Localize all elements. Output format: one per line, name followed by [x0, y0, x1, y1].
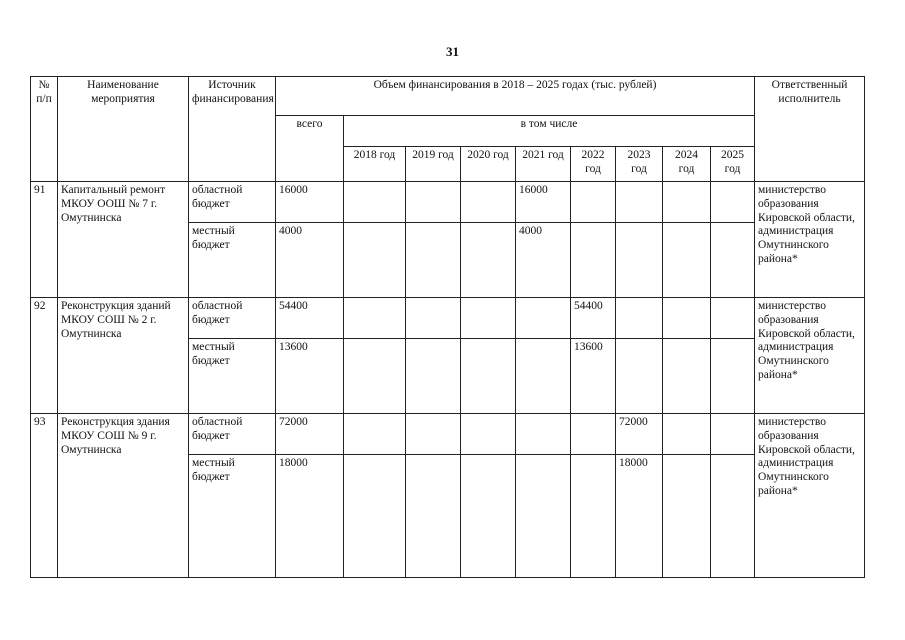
year-cell: [616, 223, 663, 298]
header-year: 2018 год: [344, 147, 406, 182]
year-cell: [616, 298, 663, 339]
header-year: 2024 год: [663, 147, 711, 182]
header-year: 2025 год: [711, 147, 755, 182]
year-cell: [406, 339, 461, 414]
total-cell: 54400: [276, 298, 344, 339]
year-cell: [663, 455, 711, 578]
year-cell: [663, 298, 711, 339]
header-including: в том числе: [344, 116, 755, 147]
header-source: Источник финансирования: [189, 77, 276, 182]
year-cell: 18000: [616, 455, 663, 578]
source-label: областной бюджет: [189, 298, 276, 339]
year-cell: [461, 414, 516, 455]
table-row: [31, 182, 865, 223]
year-cell: 13600: [571, 339, 616, 414]
total-cell: 13600: [276, 339, 344, 414]
executor-cell: министерство образования Кировской области, администрация Омутнинского района*: [755, 298, 865, 414]
header-name: Наименование мероприятия: [58, 77, 189, 182]
year-cell: [711, 414, 755, 455]
header-num: № п/п: [31, 77, 58, 182]
year-cell: 54400: [571, 298, 616, 339]
source-label: местный бюджет: [189, 223, 276, 298]
year-cell: [344, 414, 406, 455]
total-cell: 4000: [276, 223, 344, 298]
year-cell: [571, 414, 616, 455]
year-cell: [344, 339, 406, 414]
year-cell: [461, 339, 516, 414]
header-year: 2021 год: [516, 147, 571, 182]
header-total: всего: [276, 116, 344, 182]
executor-cell: министерство образования Кировской области, администрация Омутнинского района*: [755, 414, 865, 578]
table-row: [31, 298, 865, 339]
page-number: 31: [446, 44, 459, 59]
year-cell: [406, 414, 461, 455]
year-cell: [516, 414, 571, 455]
year-cell: [344, 223, 406, 298]
year-cell: [516, 455, 571, 578]
year-cell: [663, 223, 711, 298]
executor-cell: министерство образования Кировской области, администрация Омутнинского района*: [755, 182, 865, 298]
year-cell: [616, 182, 663, 223]
year-cell: [406, 298, 461, 339]
source-label: местный бюджет: [189, 339, 276, 414]
header-year: 2020 год: [461, 147, 516, 182]
total-cell: 18000: [276, 455, 344, 578]
year-cell: [571, 223, 616, 298]
year-cell: [461, 298, 516, 339]
year-cell: [711, 339, 755, 414]
header-year: 2022 год: [571, 147, 616, 182]
year-cell: [344, 455, 406, 578]
year-cell: [344, 182, 406, 223]
activity-name: Реконструкция здания МКОУ СОШ № 9 г. Омутнинска: [58, 414, 189, 578]
activity-name: Реконструкция зданий МКОУ СОШ № 2 г. Омутнинска: [58, 298, 189, 414]
year-cell: [711, 182, 755, 223]
year-cell: 4000: [516, 223, 571, 298]
row-number: 91: [31, 182, 58, 298]
year-cell: [516, 339, 571, 414]
activity-name: Капитальный ремонт МКОУ ООШ № 7 г. Омутнинска: [58, 182, 189, 298]
total-cell: 72000: [276, 414, 344, 455]
header-year: 2023 год: [616, 147, 663, 182]
year-cell: [571, 182, 616, 223]
year-cell: 72000: [616, 414, 663, 455]
year-cell: [406, 455, 461, 578]
source-label: областной бюджет: [189, 182, 276, 223]
header-executor: Ответственный исполнитель: [755, 77, 865, 182]
header-year: 2019 год: [406, 147, 461, 182]
source-label: областной бюджет: [189, 414, 276, 455]
year-cell: [406, 182, 461, 223]
financing-table: [30, 76, 865, 578]
year-cell: [461, 455, 516, 578]
total-cell: 16000: [276, 182, 344, 223]
source-label: местный бюджет: [189, 455, 276, 578]
year-cell: [406, 223, 461, 298]
row-number: 93: [31, 414, 58, 578]
year-cell: [663, 414, 711, 455]
year-cell: [663, 182, 711, 223]
year-cell: [663, 339, 711, 414]
year-cell: [344, 298, 406, 339]
table-row: [31, 414, 865, 455]
year-cell: [711, 455, 755, 578]
row-number: 92: [31, 298, 58, 414]
year-cell: [711, 223, 755, 298]
year-cell: [616, 339, 663, 414]
year-cell: [516, 298, 571, 339]
year-cell: 16000: [516, 182, 571, 223]
year-cell: [461, 223, 516, 298]
header-volume: Объем финансирования в 2018 – 2025 годах (тыс. рублей): [276, 77, 755, 116]
year-cell: [461, 182, 516, 223]
year-cell: [571, 455, 616, 578]
year-cell: [711, 298, 755, 339]
